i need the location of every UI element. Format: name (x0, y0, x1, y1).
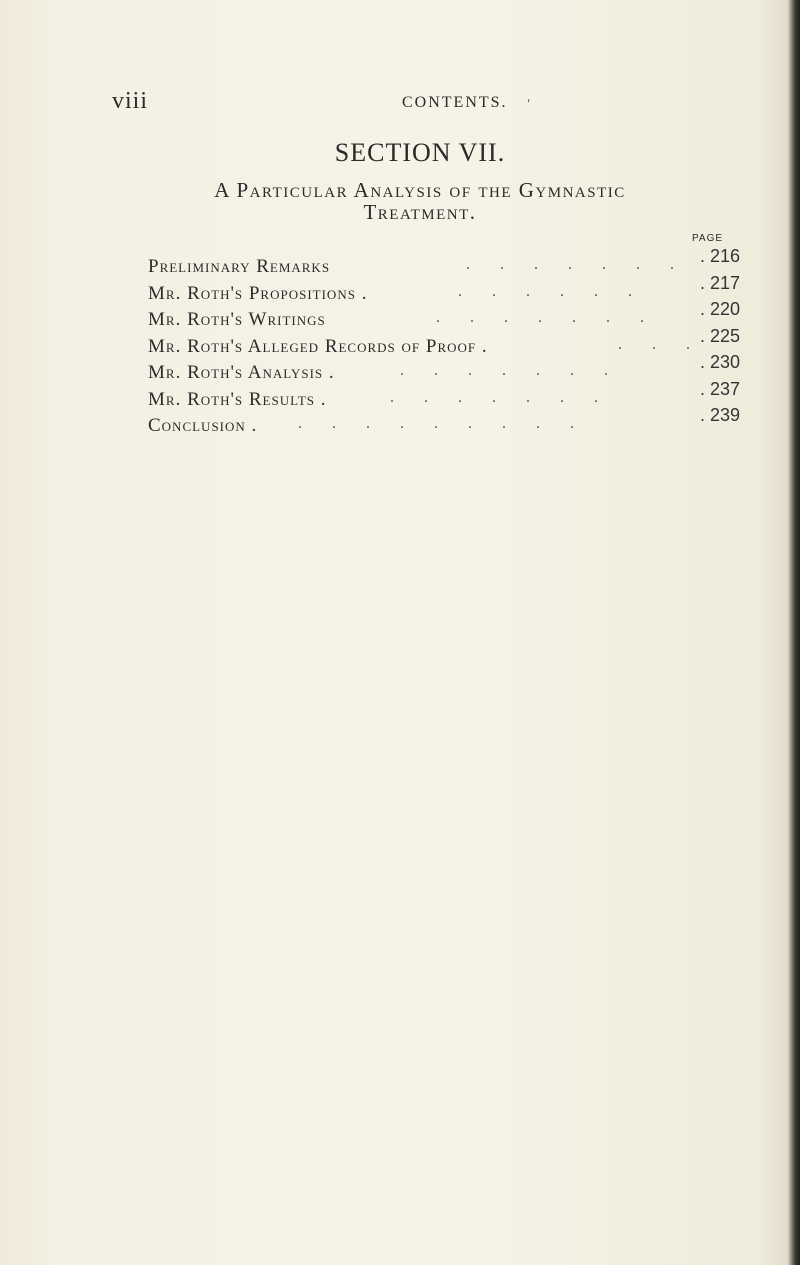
page-column-label: PAGE (692, 233, 724, 244)
toc-entry (148, 378, 748, 410)
running-head (402, 94, 532, 112)
toc-entry-page: . 225 (700, 325, 741, 346)
toc-entry-title: Mr. Roth's Propositions . (148, 282, 368, 304)
toc-entry (148, 352, 748, 383)
toc-entry-title: Mr. Roth's Analysis . (148, 362, 335, 383)
running-head-text: CONTENTS. (402, 94, 508, 111)
toc-entry-leader: . . . . . . . (466, 256, 687, 273)
toc-entry-page: . 216 (700, 246, 741, 266)
toc-entry-page: . 220 (700, 299, 741, 319)
toc-entry-leader: . . . . . . . (390, 388, 611, 406)
toc-entry-title: Preliminary Remarks (148, 256, 331, 277)
toc-entry-page: . 239 (700, 405, 741, 425)
toc-entry-leader: . . . . . . . (436, 309, 657, 326)
toc-entry-page: . 237 (700, 378, 741, 399)
toc-entry (148, 272, 748, 304)
page-number: viii (112, 88, 149, 114)
toc-entry (148, 299, 748, 330)
running-head-mark: ' (527, 96, 532, 110)
section-subtitle-line1: A Particular Analysis of the Gymnastic (214, 178, 626, 202)
toc-entry-leader: . . . . . . . (400, 362, 621, 379)
page-edge-shadow (788, 0, 800, 1265)
section-title: SECTION VII. (334, 138, 506, 167)
toc-entry-leader: . . . . . . (458, 282, 645, 300)
toc-entry-title: Mr. Roth's Writings (148, 309, 326, 330)
toc-entry-title: Mr. Roth's Alleged Records of Proof . (148, 335, 488, 357)
section-subtitle-line2: Treatment. (363, 200, 477, 224)
toc-entry-page: . 230 (700, 352, 741, 372)
toc-entry-page: . 217 (700, 272, 741, 293)
table-of-contents (148, 246, 748, 436)
toc-entry (148, 405, 748, 436)
toc-entry-leader: . . . . . . . . . (298, 415, 587, 432)
toc-entry-title: Mr. Roth's Results . (148, 388, 327, 410)
toc-entry-title: Conclusion . (148, 415, 258, 436)
toc-entry (148, 325, 748, 357)
toc-entry-leader: . . . (618, 335, 703, 353)
page-header (112, 88, 672, 118)
toc-entry (148, 246, 748, 277)
